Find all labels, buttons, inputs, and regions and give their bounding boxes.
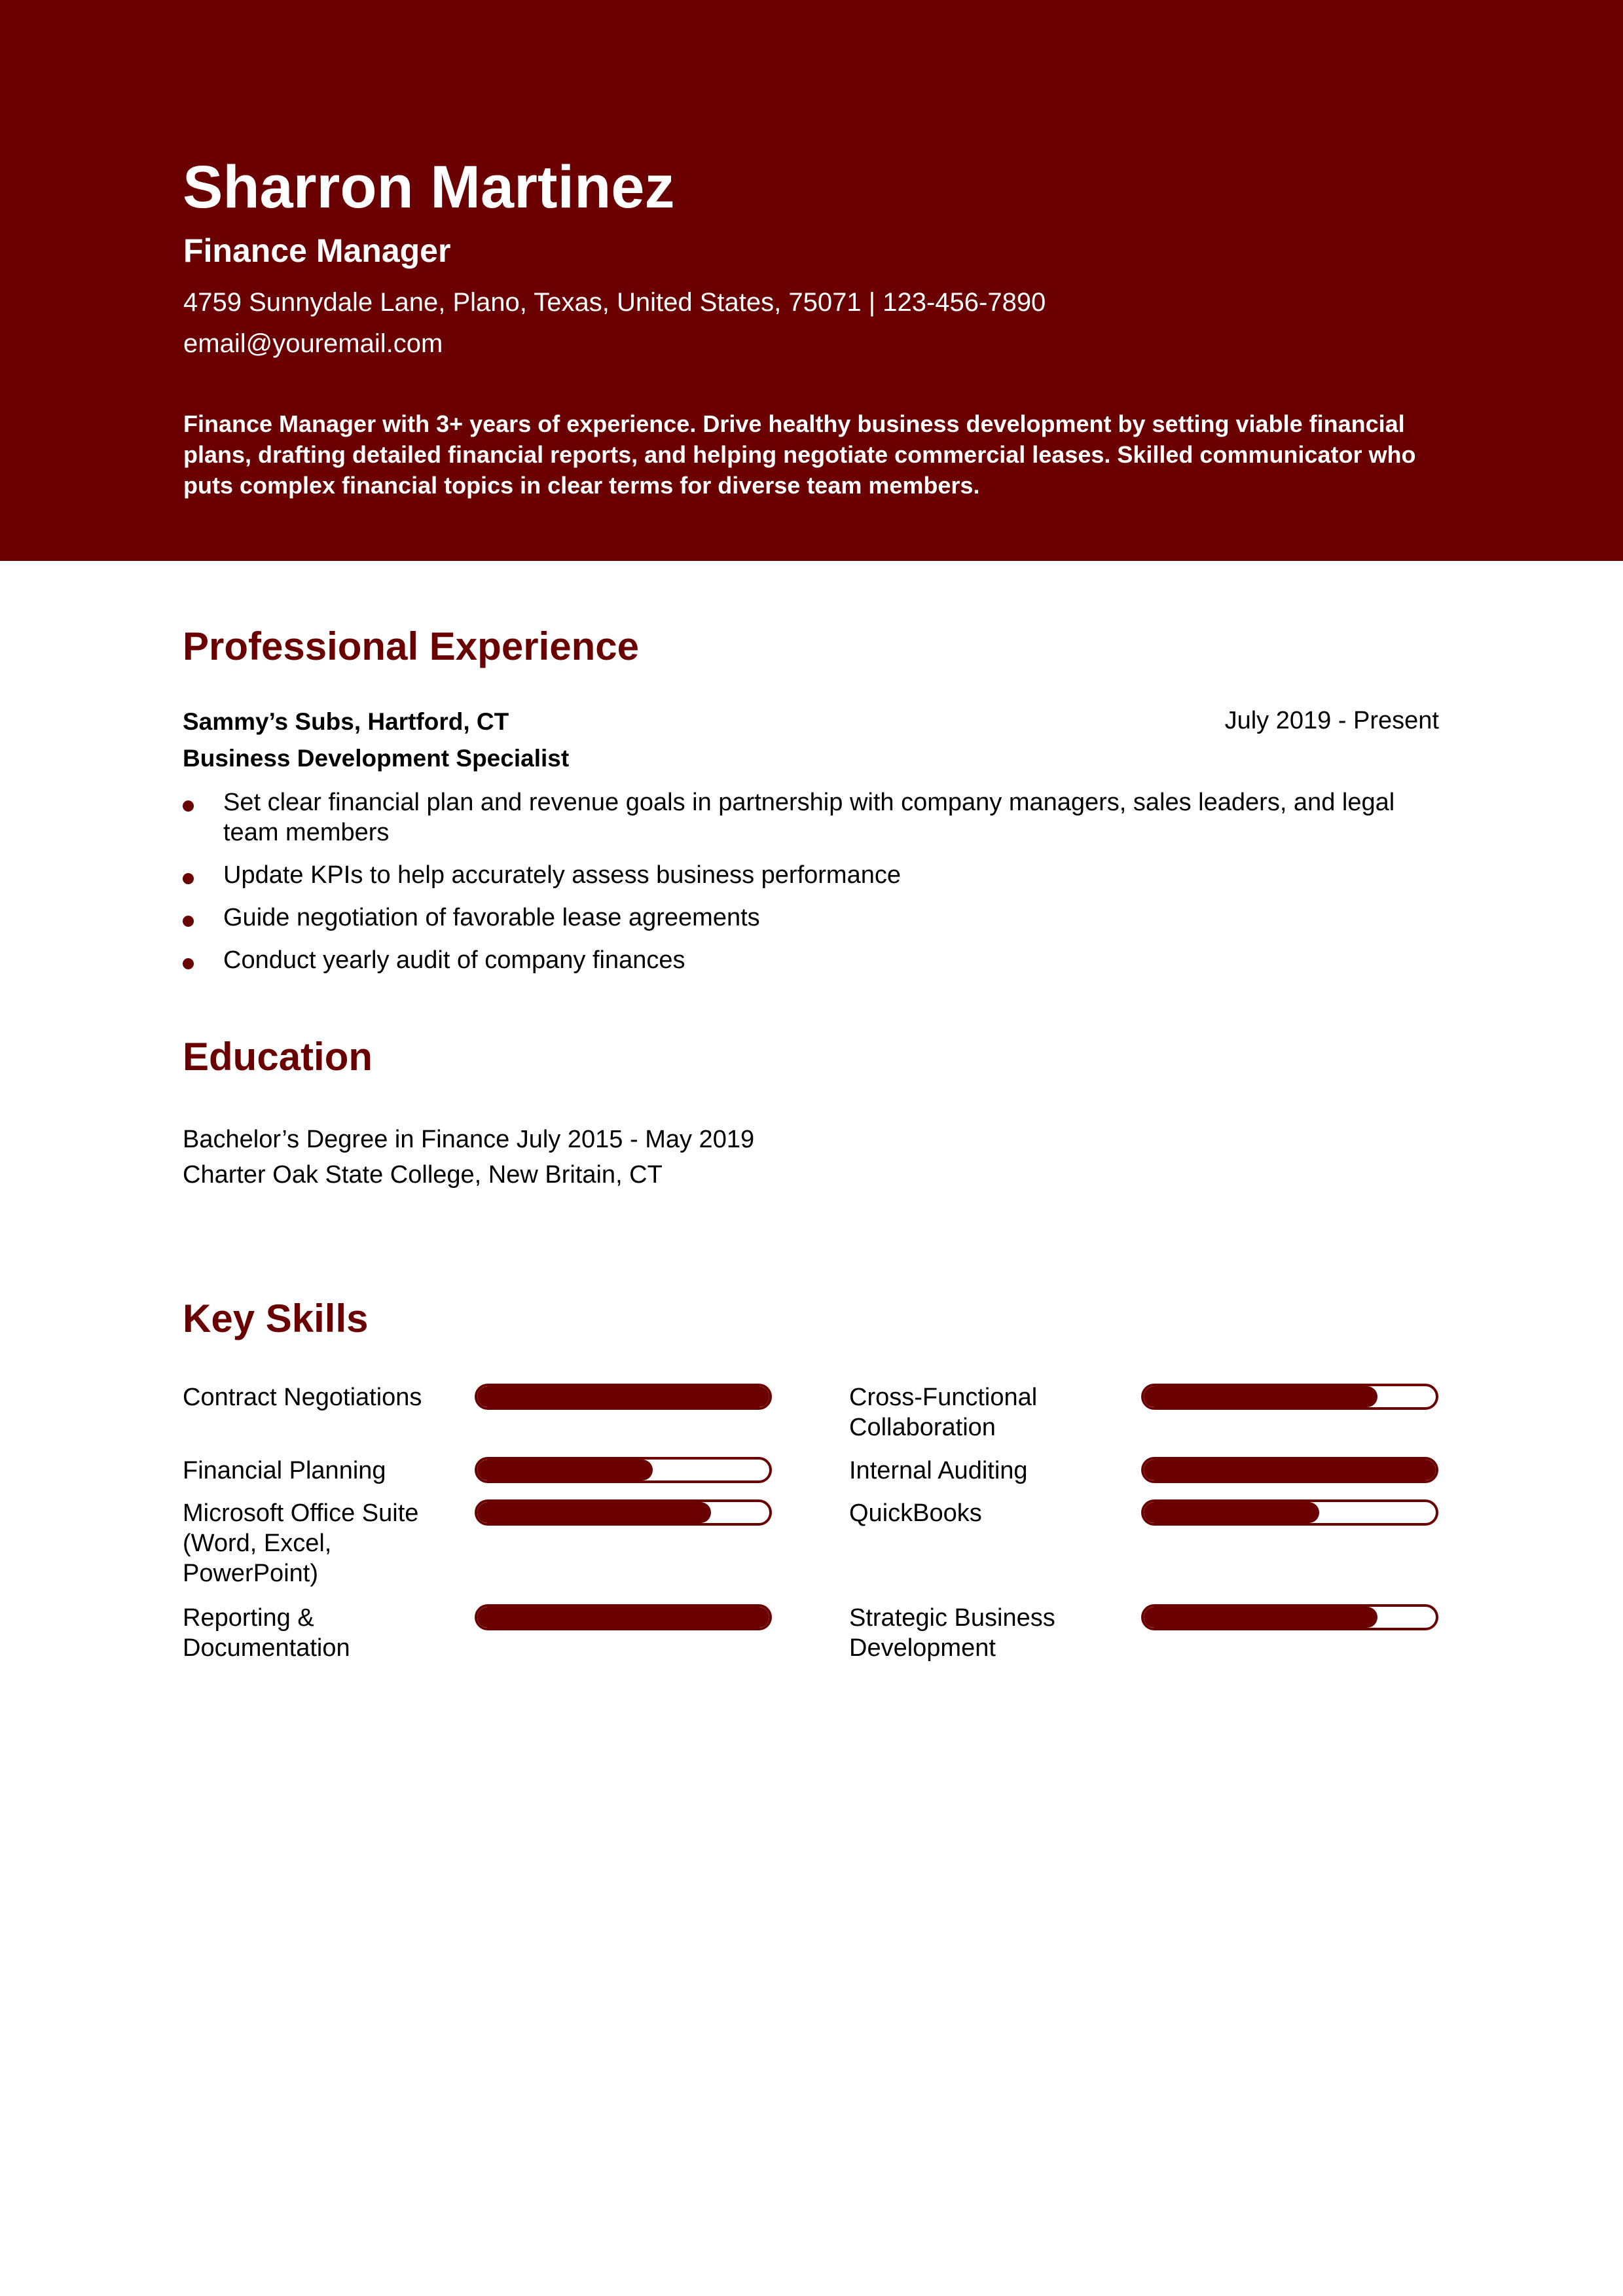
skill-level-fill [477,1386,769,1407]
email-address: email@youremail.com [183,329,443,358]
bullet-dot-icon [183,800,194,812]
contact-line: 4759 Sunnydale Lane, Plano, Texas, United States, 75071 | 123-456-7890 [183,288,1046,317]
bullet-dot-icon [183,873,194,884]
job-bullet [183,787,1440,848]
bullet-text: Conduct yearly audit of company finances [223,946,685,974]
bullet-dot-icon [183,916,194,927]
bullet-text: Guide negotiation of favorable lease agreements [223,904,760,931]
skill-level-bar [1141,1499,1438,1526]
skill-level-bar [1141,1457,1438,1483]
skill-level-bar [475,1457,772,1483]
job-bullet [183,860,1440,890]
education-heading: Education [183,1035,373,1079]
skill-label: Microsoft Office Suite (Word, Excel, PowerPoint) [183,1499,419,1587]
professional-summary: Finance Manager with 3+ years of experience. Drive healthy business development by setting viable financial plans, drafting detailed financial reports, and helping negotiate commercial leases. Skilled communicator who puts complex financial topics in clear terms for diverse team members. [183,410,1416,499]
job-bullet-list [183,787,1440,988]
skill-level-bar [475,1384,772,1410]
skill-level-fill [477,1502,711,1523]
skill-label: Financial Planning [183,1457,386,1484]
skill-label: Cross-Functional Collaboration [849,1384,1038,1441]
skill-level-fill [1144,1460,1436,1480]
job-role: Business Development Specialist [183,745,570,772]
job-company: Sammy’s Subs, Hartford, CT [183,708,509,735]
job-title: Finance Manager [183,232,451,269]
job-bullet [183,945,1440,975]
skill-label: QuickBooks [849,1499,982,1527]
bullet-dot-icon [183,958,194,969]
skill-level-fill [1144,1502,1319,1523]
skill-level-bar [475,1604,772,1630]
skill-level-fill [1144,1386,1377,1407]
skill-level-fill [477,1460,653,1480]
resume-header [0,0,1623,561]
job-dates: July 2019 - Present [1224,707,1439,734]
skill-label: Contract Negotiations [183,1384,422,1411]
skill-label: Reporting & Documentation [183,1604,350,1662]
degree-line: Bachelor’s Degree in Finance July 2015 - May 2019 [183,1126,755,1153]
bullet-text: Update KPIs to help accurately assess business performance [223,861,901,889]
candidate-name: Sharron Martinez [183,154,675,221]
skill-level-fill [1144,1607,1377,1628]
skill-level-bar [1141,1604,1438,1630]
experience-heading: Professional Experience [183,624,639,668]
school-line: Charter Oak State College, New Britain, CT [183,1161,663,1189]
job-bullet [183,903,1440,933]
skill-level-bar [1141,1384,1438,1410]
bullet-text: Set clear financial plan and revenue goals in partnership with company managers, sales leaders, and legal team members [223,789,1395,846]
skill-label: Strategic Business Development [849,1604,1055,1662]
skill-label: Internal Auditing [849,1457,1028,1484]
skill-level-bar [475,1499,772,1526]
skills-heading: Key Skills [183,1297,369,1340]
skill-level-fill [477,1607,769,1628]
